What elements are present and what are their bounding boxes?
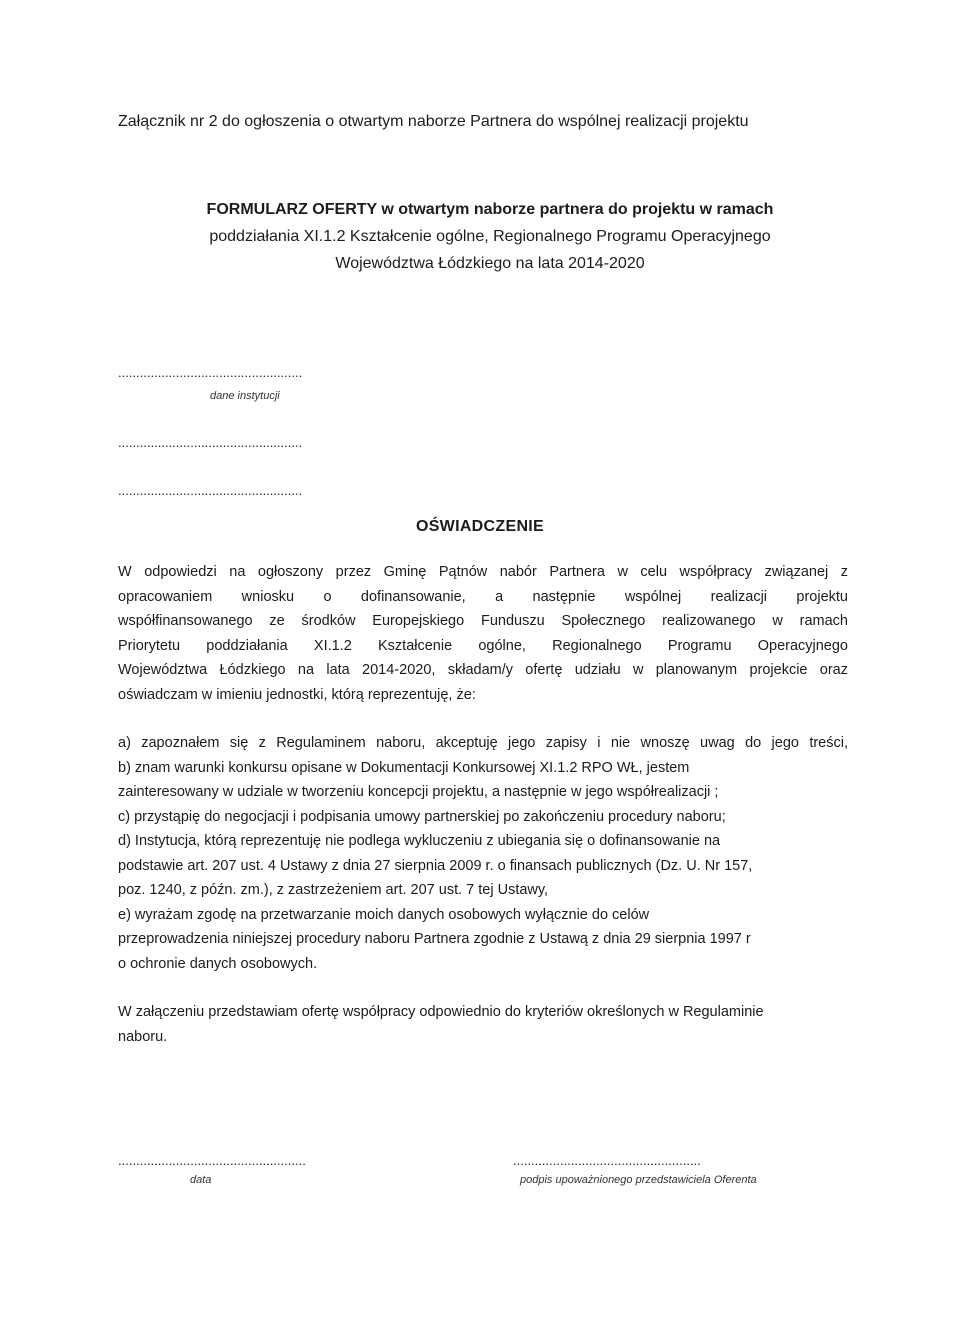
intro-line: współfinansowanego ze środków Europejskiego Funduszu Społecznego realizowanego w ramach bbox=[118, 613, 848, 629]
final-line: naboru. bbox=[118, 1028, 168, 1045]
statement-list bbox=[118, 731, 848, 976]
statement-final bbox=[118, 1000, 848, 1049]
list-line: poz. 1240, z późn. zm.), z zastrzeżeniem art. 207 ust. 7 tej Ustawy, bbox=[118, 882, 549, 898]
date-caption: data bbox=[190, 1174, 212, 1186]
list-line: zainteresowany w udziale w tworzeniu koncepcji projektu, a następnie w jego współrealizacji ; bbox=[118, 784, 719, 800]
signature-dots: .................................................... bbox=[513, 1153, 701, 1168]
list-line: przeprowadzenia niniejszej procedury naboru Partnera zgodnie z Ustawą z dnia 29 sierpnia 1997 r bbox=[118, 931, 751, 947]
intro-line: W odpowiedzi na ogłoszony przez Gminę Pątnów nabór Partnera w celu współpracy związanej z bbox=[118, 564, 848, 580]
signature-caption: podpis upoważnionego przedstawiciela Oferenta bbox=[520, 1174, 757, 1186]
form-title-line-1: FORMULARZ OFERTY w otwartym naborze partnera do projektu w ramach bbox=[206, 201, 774, 218]
statement-intro bbox=[118, 560, 848, 707]
final-line: W załączeniu przedstawiam ofertę współpracy odpowiednio do kryteriów określonych w Regulaminie bbox=[118, 1004, 764, 1020]
form-title-line-3: Województwa Łódzkiego na lata 2014-2020 bbox=[335, 255, 645, 272]
institution-dots-3: ................................................... bbox=[118, 483, 303, 498]
intro-line: opracowaniem wniosku o dofinansowanie, a następnie wspólnej realizacji projektu bbox=[118, 588, 848, 605]
form-title-line-2: poddziałania XI.1.2 Kształcenie ogólne, Regionalnego Programu Operacyjnego bbox=[209, 228, 771, 245]
intro-line: oświadczam w imieniu jednostki, którą reprezentuję, że: bbox=[118, 686, 476, 703]
statement-heading: OŚWIADCZENIE bbox=[415, 518, 545, 535]
institution-dots-2: ................................................... bbox=[118, 435, 303, 450]
list-line: e) wyrażam zgodę na przetwarzanie moich danych osobowych wyłącznie do celów bbox=[118, 906, 650, 923]
list-line: c) przystąpię do negocjacji i podpisania umowy partnerskiej po zakończeniu procedury naboru; bbox=[118, 808, 726, 825]
intro-line: Województwa Łódzkiego na lata 2014-2020, składam/y ofertę udziału w planowanym projekcie oraz bbox=[118, 662, 848, 678]
date-dots: .................................................... bbox=[118, 1153, 306, 1168]
list-line: d) Instytucja, którą reprezentuję nie podlega wykluczeniu z ubiegania się o dofinansowanie na bbox=[118, 833, 721, 849]
list-line: a) zapoznałem się z Regulaminem naboru, akceptuję jego zapisy i nie wnoszę uwag do jego treści, bbox=[118, 735, 848, 751]
annex-heading: Załącznik nr 2 do ogłoszenia o otwartym naborze Partnera do wspólnej realizacji projektu bbox=[118, 113, 749, 130]
list-line: o ochronie danych osobowych. bbox=[118, 955, 318, 972]
list-line: b) znam warunki konkursu opisane w Dokumentacji Konkursowej XI.1.2 RPO WŁ, jestem bbox=[118, 759, 690, 776]
institution-dots-1: ................................................... bbox=[118, 365, 303, 380]
list-line: podstawie art. 207 ust. 4 Ustawy z dnia 27 sierpnia 2009 r. o finansach publicznych (Dz. U. Nr 157, bbox=[118, 857, 753, 874]
intro-line: Priorytetu poddziałania XI.1.2 Kształcenie ogólne, Regionalnego Programu Operacyjnego bbox=[118, 637, 848, 654]
institution-caption: dane instytucji bbox=[210, 390, 280, 402]
